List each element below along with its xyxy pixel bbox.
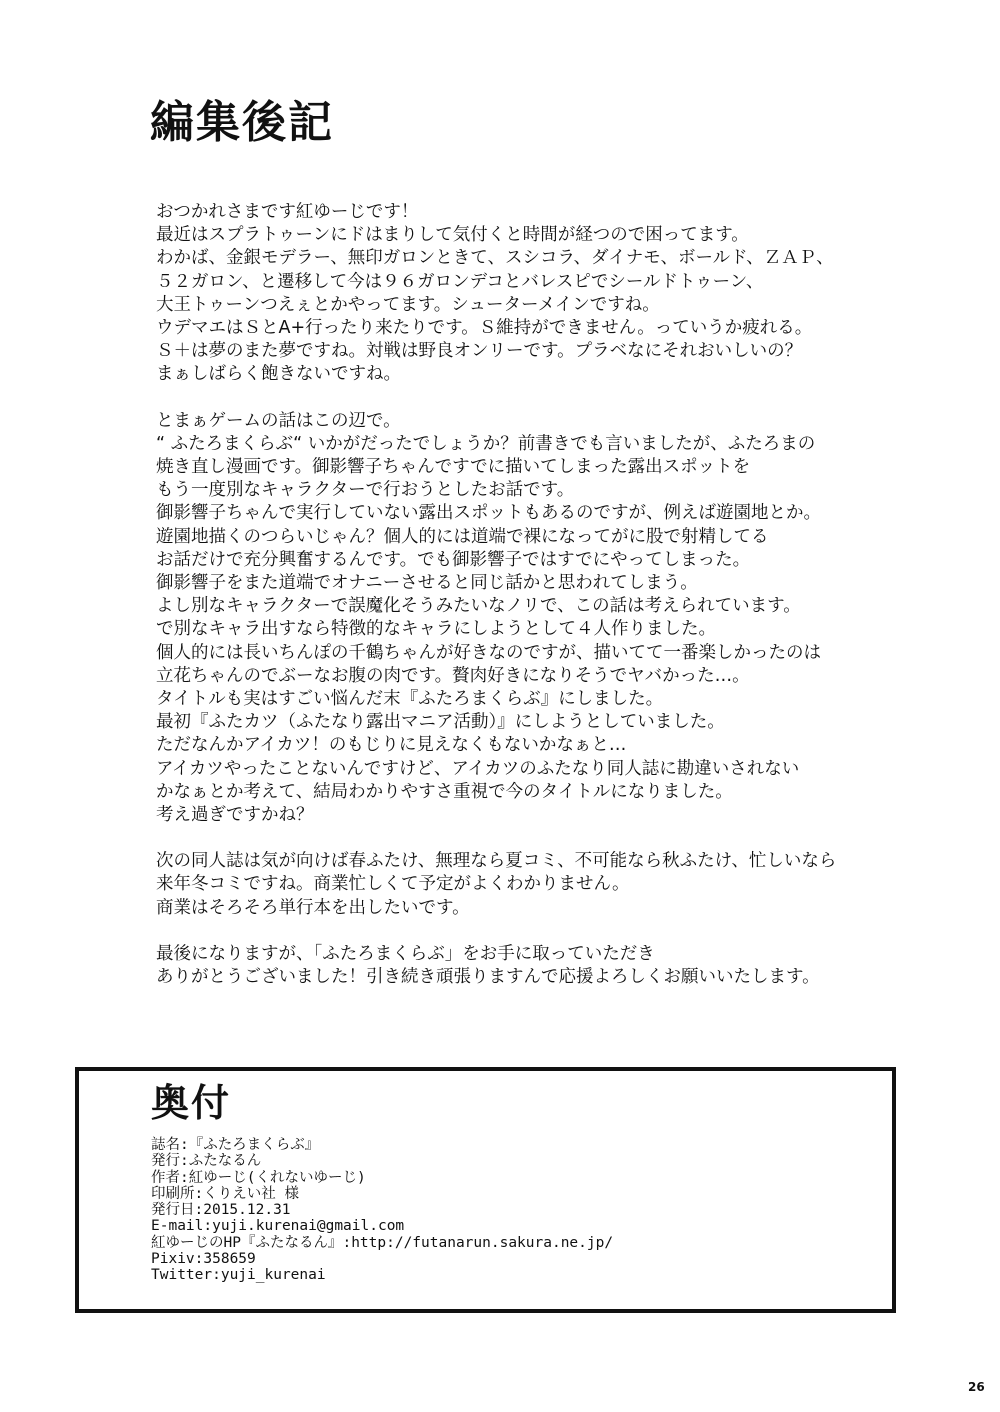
afterword-paragraph bbox=[156, 850, 896, 920]
colophon-magazine-name: 誌名:『ふたろまくらぶ』 bbox=[151, 1137, 320, 1153]
afterword-line: おつかれさまです紅ゆーじです！ bbox=[156, 202, 419, 222]
afterword-line: タイトルも実はすごい悩んだ末『ふたろまくらぶ』にしました。 bbox=[156, 689, 664, 710]
afterword-paragraph bbox=[156, 943, 896, 989]
colophon-pixiv: Pixiv:358659 bbox=[151, 1251, 256, 1268]
colophon-box bbox=[75, 1067, 896, 1313]
afterword-line: 来年冬コミですね。商業忙しくて予定がよくわかりません。 bbox=[156, 874, 630, 895]
afterword-line: 立花ちゃんのでぶーなお腹の肉です。贅肉好きになりそうでヤバかった…。 bbox=[156, 665, 750, 686]
page-title: 編集後記 bbox=[150, 97, 334, 148]
afterword-line: よし別なキャラクターで誤魔化そうみたいなノリで、この話は考えられています。 bbox=[156, 596, 801, 617]
colophon-publish-date: 発行日:2015.12.31 bbox=[151, 1202, 291, 1219]
afterword-line: ただなんかアイカツ！のもじりに見えなくもないかなぁと… bbox=[156, 735, 627, 756]
afterword-line: とまぁゲームの話はこの辺で。 bbox=[156, 410, 401, 431]
afterword-line: お話だけで充分興奮するんです。でも御影響子ではすでにやってしまった。 bbox=[156, 549, 751, 570]
afterword-line: まぁしばらく飽きないですね。 bbox=[156, 364, 401, 385]
afterword-line: アイカツやったことないんですけど、アイカツのふたなり同人誌に勘違いされない bbox=[156, 758, 800, 779]
colophon-publisher: 発行:ふたなるん bbox=[151, 1153, 262, 1170]
afterword-line: 大王トゥーンつえぇとかやってます。シューターメインですね。 bbox=[156, 294, 660, 315]
afterword-line: 次の同人誌は気が向けば春ふたけ、無理なら夏コミ、不可能なら秋ふたけ、忙しいなら bbox=[156, 851, 837, 872]
afterword-line: Ｓ＋は夢のまた夢ですね。対戦は野良オンリーです。プラベなにそれおいしいの？ bbox=[156, 341, 803, 362]
afterword-line: 遊園地描くのつらいじゃん？個人的には道端で裸になってがに股で射精してる bbox=[156, 526, 769, 547]
afterword-line: かなぁとか考えて、結局わかりやすさ重視で今のタイトルになりました。 bbox=[156, 781, 733, 802]
colophon-list bbox=[151, 1137, 613, 1284]
afterword-line: 御影響子をまた道端でオナニーさせると同じ話かと思われてしまう。 bbox=[156, 573, 698, 594]
colophon-title: 奥付 bbox=[151, 1081, 232, 1125]
afterword-line: ウデマエはＳとA+行ったり来たりです。Ｓ維持ができません。っていうか疲れる。 bbox=[156, 318, 813, 339]
afterword-line: 商業はそろそろ単行本を出したいです。 bbox=[156, 897, 470, 918]
colophon-homepage: 紅ゆーじのHP『ふたなるん』:http://futanarun.sakura.ne.jp/ bbox=[151, 1234, 614, 1251]
afterword-line: 考え過ぎですかね？ bbox=[156, 805, 314, 826]
afterword-line: 焼き直し漫画です。御影響子ちゃんですでに描いてしまった露出スポットを bbox=[156, 457, 751, 478]
afterword-line: ５２ガロン、と遷移して今は９６ガロンデコとバレスピでシールドトゥーン、 bbox=[156, 271, 764, 292]
afterword-line: 最近はスプラトゥーンにドはまりして気付くと時間が経つので困ってます。 bbox=[156, 225, 749, 246]
afterword-line: 最後になりますが、「ふたろまくらぶ」をお手に取っていただき bbox=[156, 943, 655, 964]
colophon-printer: 印刷所:くりえい社 様 bbox=[151, 1185, 299, 1202]
colophon-author: 作者:紅ゆーじ(くれないゆーじ) bbox=[151, 1169, 366, 1186]
colophon-email: E-mail:yuji.kurenai@gmail.com bbox=[151, 1218, 405, 1235]
afterword-paragraph bbox=[156, 201, 896, 387]
page-number: 26 bbox=[968, 1380, 985, 1394]
afterword-line: もう一度別なキャラクターで行おうとしたお話です。 bbox=[156, 480, 575, 501]
colophon-twitter: Twitter:yuji_kurenai bbox=[151, 1267, 326, 1284]
afterword-line: 個人的には長いちんぽの千鶴ちゃんが好きなのですが、描いてて一番楽しかったのは bbox=[156, 642, 821, 663]
afterword-body bbox=[156, 201, 896, 1012]
afterword-line: で別なキャラ出すなら特徴的なキャラにしようとして４人作りました。 bbox=[156, 619, 716, 640]
afterword-line: 最初『ふたカツ（ふたなり露出マニア活動）』にしようとしていました。 bbox=[156, 712, 725, 733]
afterword-line: “ ふたろまくらぶ“ いかがだったでしょうか？前書きでも言いましたが、ふたろまの bbox=[156, 433, 816, 454]
afterword-line: わかば、金銀モデラー、無印ガロンときて、スシコラ、ダイナモ、ボールド、ＺＡＰ、 bbox=[156, 248, 834, 269]
afterword-line: 御影響子ちゃんで実行していない露出スポットもあるのですが、例えば遊園地とか。 bbox=[156, 503, 821, 524]
afterword-paragraph bbox=[156, 410, 896, 828]
afterword-line: ありがとうございました！引き続き頑張りますんで応援よろしくお願いいたします。 bbox=[156, 967, 820, 988]
